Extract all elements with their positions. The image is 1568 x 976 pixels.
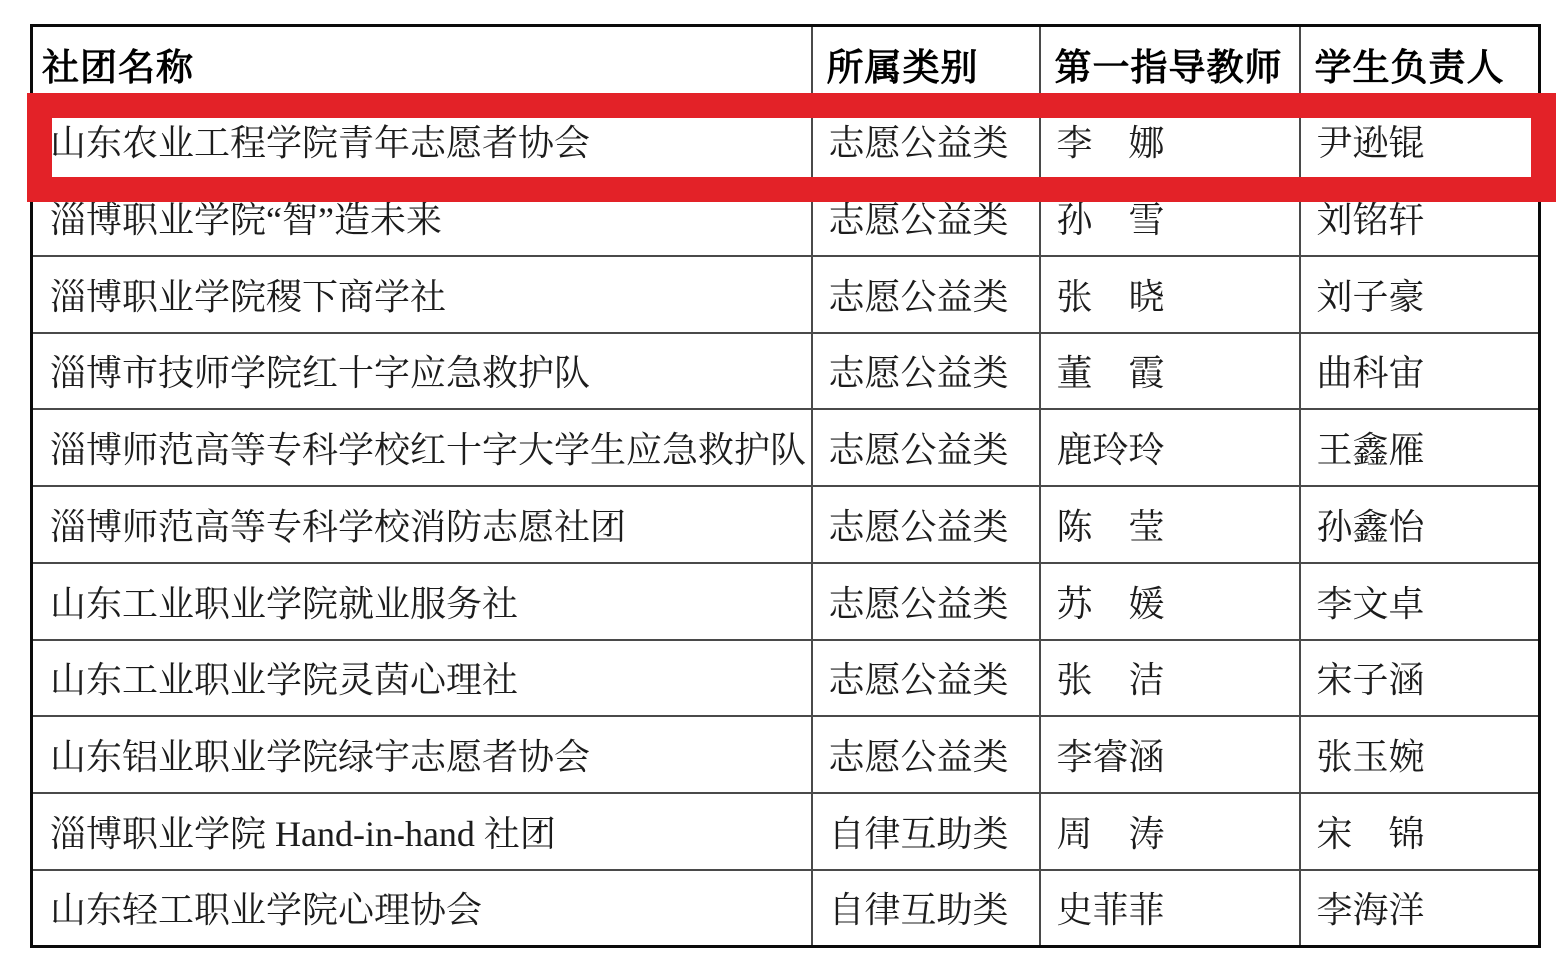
cell-teacher: 李 娜: [1040, 102, 1300, 179]
cell-student: 孙鑫怡: [1300, 486, 1540, 563]
cell-teacher: 董 霞: [1040, 333, 1300, 410]
header-row: [32, 26, 1540, 103]
cell-teacher: 张 洁: [1040, 640, 1300, 717]
cell-teacher: 苏 媛: [1040, 563, 1300, 640]
table-row: [32, 563, 1540, 640]
cell-teacher: 周 涛: [1040, 793, 1300, 870]
table-row: [32, 256, 1540, 333]
table-row: [32, 640, 1540, 717]
club-table: [30, 24, 1541, 948]
cell-student: 曲科宙: [1300, 333, 1540, 410]
cell-student: 李海洋: [1300, 870, 1540, 947]
cell-teacher: 张 晓: [1040, 256, 1300, 333]
cell-category: 志愿公益类: [812, 409, 1040, 486]
cell-club: 淄博职业学院“智”造未来: [32, 179, 812, 256]
cell-student: 宋 锦: [1300, 793, 1540, 870]
cell-category: 自律互助类: [812, 870, 1040, 947]
cell-teacher: 孙 雪: [1040, 179, 1300, 256]
table-row: [32, 179, 1540, 256]
cell-club: 山东铝业职业学院绿宇志愿者协会: [32, 716, 812, 793]
table-row: [32, 333, 1540, 410]
table-row: [32, 409, 1540, 486]
cell-category: 志愿公益类: [812, 179, 1040, 256]
cell-club: 淄博师范高等专科学校红十字大学生应急救护队: [32, 409, 812, 486]
cell-club: 山东农业工程学院青年志愿者协会: [32, 102, 812, 179]
cell-club: 山东工业职业学院灵茵心理社: [32, 640, 812, 717]
cell-club: 淄博职业学院 Hand-in-hand 社团: [32, 793, 812, 870]
cell-student: 宋子涵: [1300, 640, 1540, 717]
header-student-leader: 学生负责人: [1300, 26, 1540, 103]
cell-category: 自律互助类: [812, 793, 1040, 870]
cell-category: 志愿公益类: [812, 486, 1040, 563]
header-first-advisor: 第一指导教师: [1040, 26, 1300, 103]
cell-club: 淄博市技师学院红十字应急救护队: [32, 333, 812, 410]
cell-teacher: 鹿玲玲: [1040, 409, 1300, 486]
cell-teacher: 史菲菲: [1040, 870, 1300, 947]
cell-student: 刘铭轩: [1300, 179, 1540, 256]
cell-category: 志愿公益类: [812, 256, 1040, 333]
table-row: [32, 793, 1540, 870]
cell-category: 志愿公益类: [812, 640, 1040, 717]
cell-club: 淄博师范高等专科学校消防志愿社团: [32, 486, 812, 563]
cell-student: 张玉婉: [1300, 716, 1540, 793]
cell-student: 尹逊锟: [1300, 102, 1540, 179]
cell-teacher: 李睿涵: [1040, 716, 1300, 793]
header-category: 所属类别: [812, 26, 1040, 103]
table-row: [32, 870, 1540, 947]
cell-club: 淄博职业学院稷下商学社: [32, 256, 812, 333]
table-row: [32, 486, 1540, 563]
cell-club: 山东轻工职业学院心理协会: [32, 870, 812, 947]
cell-category: 志愿公益类: [812, 333, 1040, 410]
cell-student: 刘子豪: [1300, 256, 1540, 333]
table-body: [32, 102, 1540, 946]
cell-category: 志愿公益类: [812, 716, 1040, 793]
cell-category: 志愿公益类: [812, 563, 1040, 640]
cell-category: 志愿公益类: [812, 102, 1040, 179]
table-row: [32, 716, 1540, 793]
cell-teacher: 陈 莹: [1040, 486, 1300, 563]
cell-student: 王鑫雁: [1300, 409, 1540, 486]
table-header: [32, 26, 1540, 103]
table-row: [32, 102, 1540, 179]
header-club-name: 社团名称: [32, 26, 812, 103]
cell-student: 李文卓: [1300, 563, 1540, 640]
cell-club: 山东工业职业学院就业服务社: [32, 563, 812, 640]
